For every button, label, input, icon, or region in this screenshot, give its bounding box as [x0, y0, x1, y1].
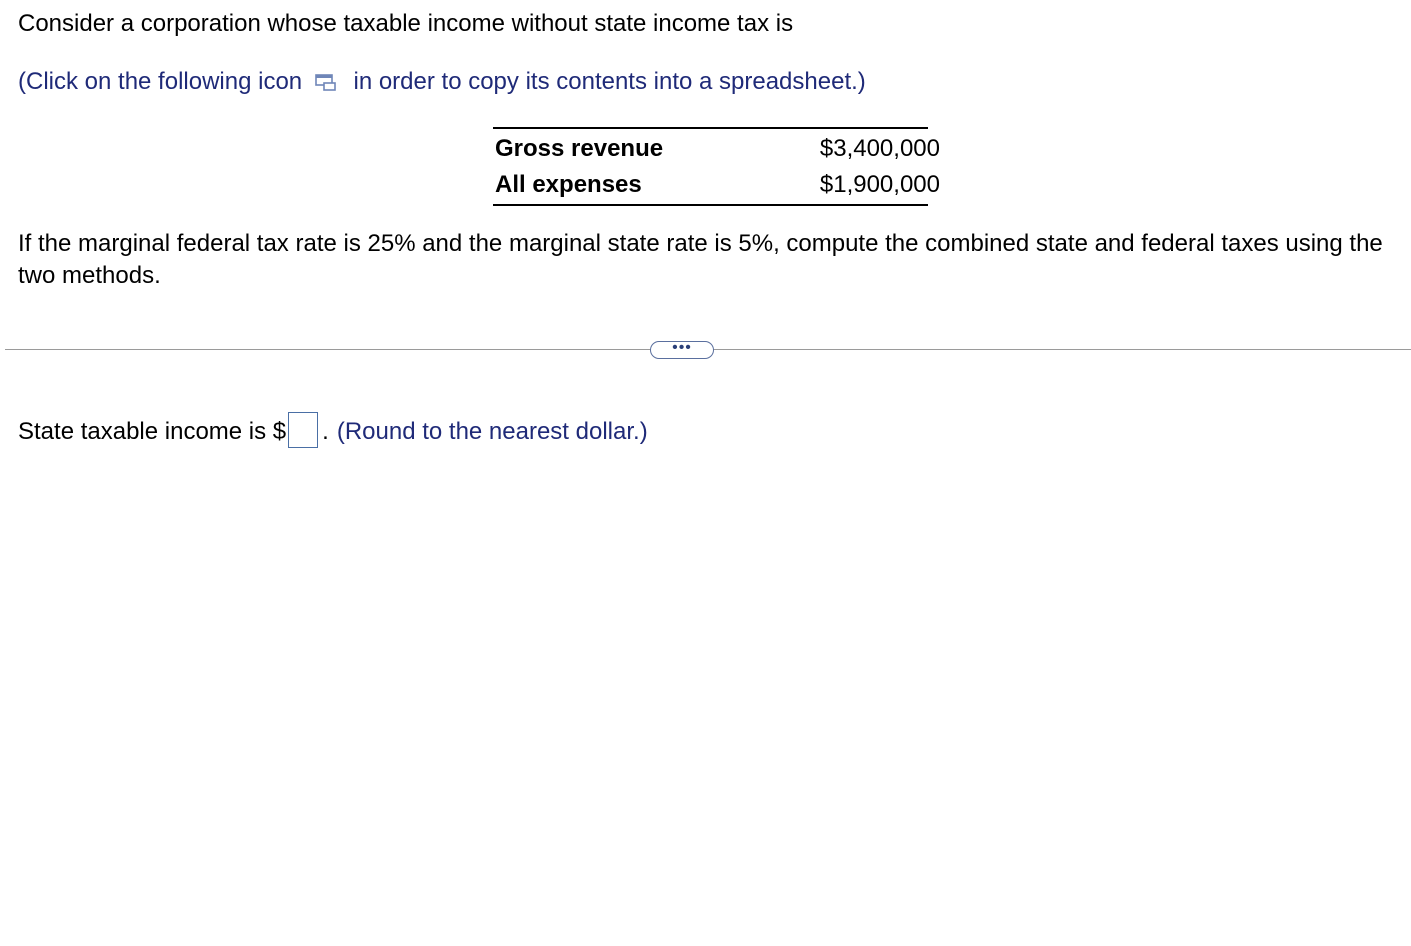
- instruction-after: in order to copy its contents into a spreadsheet.): [353, 68, 866, 95]
- row-value: $3,400,000: [819, 135, 940, 162]
- table-row: [493, 167, 940, 203]
- row-label: Gross revenue: [495, 135, 664, 162]
- problem-intro: Consider a corporation whose taxable income without state income tax is: [18, 10, 794, 37]
- row-label: All expenses: [495, 171, 642, 198]
- answer-period: .: [322, 418, 329, 445]
- row-value: $1,900,000: [819, 171, 940, 198]
- table-row: [493, 131, 940, 167]
- answer-line: [18, 412, 648, 448]
- round-note: (Round to the nearest dollar.): [336, 418, 648, 445]
- instruction-before: (Click on the following icon: [18, 68, 303, 95]
- copy-instruction: [18, 66, 866, 98]
- expand-button[interactable]: •••: [650, 341, 714, 359]
- data-table: [493, 127, 940, 206]
- question-text: If the marginal federal tax rate is 25% and the marginal state rate is 5%, compute the combined state and federal taxes using the two methods.: [18, 230, 1383, 289]
- answer-input[interactable]: [288, 412, 318, 448]
- answer-prompt: State taxable income is $: [18, 418, 287, 445]
- copy-spreadsheet-icon[interactable]: [315, 68, 337, 86]
